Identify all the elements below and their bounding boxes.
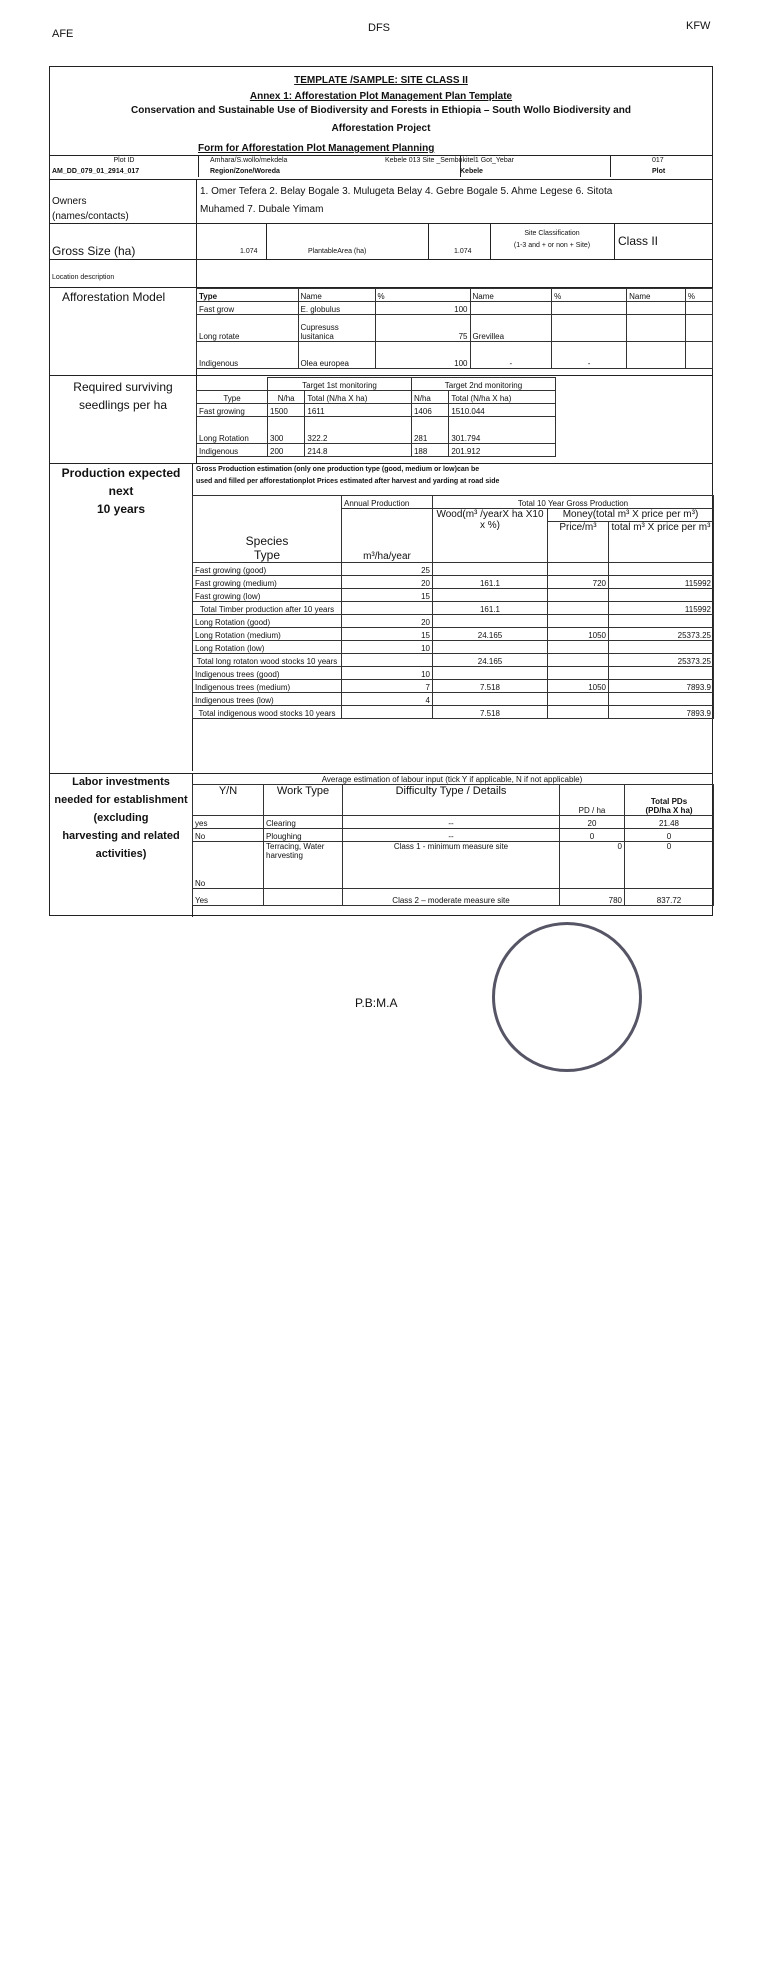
plantable-area-value: 1.074 [454,248,472,255]
production-price [548,641,609,654]
footer-initials: P.B:M.A [355,996,398,1010]
production-label-2: next [108,484,134,498]
production-species: Fast growing (medium) [193,576,342,589]
production-species: Long Rotation (low) [193,641,342,654]
difficulty-header: Difficulty Type / Details [343,785,560,816]
afforestation-pct-3 [685,315,712,342]
labor-note: Average estimation of labour input (tick Y if applicable, N if not applicable) [321,775,583,784]
header-type: Type [197,289,299,302]
production-total: 115992 [609,602,714,615]
location-label: Location description [52,274,115,281]
production-wood: 24.165 [433,628,548,641]
labor-work-type [264,889,343,906]
header-name-3: Name [627,289,686,302]
seedling-t2: 301.794 [449,417,556,444]
labor-label-4: harvesting and related [62,830,180,842]
afforestation-type: Indigenous [197,342,299,369]
seedling-n2: 188 [411,444,448,457]
yn-header: Y/N [193,785,264,816]
afforestation-species-2: - [470,342,552,369]
labor-yn: No [193,829,264,842]
production-annual [342,602,433,615]
labor-pd: 0 [560,842,625,889]
table-row [193,602,714,615]
production-wood: 24.165 [433,654,548,667]
afforestation-pct: 100 [375,302,470,315]
production-price [548,667,609,680]
production-note-1: Gross Production estimation (only one production type (good, medium or low)can be [196,466,480,473]
table-row [197,315,713,342]
production-total: 7893.9 [609,680,714,693]
header-type: Type [197,391,268,404]
production-wood: 161.1 [433,602,548,615]
region-label: Region/Zone/Woreda [210,168,280,175]
corner-right-label: KFW [686,20,711,32]
production-total: 115992 [609,576,714,589]
production-total [609,615,714,628]
template-title: TEMPLATE /SAMPLE: SITE CLASS II [294,75,468,86]
total-pd-header-1: Total PDs [650,797,688,806]
production-species: Indigenous trees (low) [193,693,342,706]
production-annual: 15 [342,628,433,641]
labor-label-5: activities) [95,848,147,860]
production-wood [433,693,548,706]
seedling-n1: 200 [268,444,305,457]
production-annual: 25 [342,563,433,576]
header-total: Total (N/ha X ha) [305,391,412,404]
plot-row [50,155,712,177]
production-price: 1050 [548,628,609,641]
labor-label-2: needed for establishment [54,794,188,806]
table-row [193,628,714,641]
production-wood: 161.1 [433,576,548,589]
official-stamp [492,922,642,1072]
seedlings-label-1: Required surviving [73,380,173,394]
table-row [193,576,714,589]
production-total: 7893.9 [609,706,714,719]
region-value: Amhara/S.wollo/mekdela [210,157,288,164]
production-price [548,602,609,615]
total-pd-header-2: (PD/ha X ha) [645,806,693,815]
production-price [548,563,609,576]
header-n-ha-2: N/ha [411,391,448,404]
plantable-area-label: PlantableArea (ha) [308,248,367,255]
seedling-n2: 281 [411,417,448,444]
production-price [548,589,609,602]
seedling-t2: 201.912 [449,444,556,457]
money-header: Money(total m³ X price per m³) [548,509,714,522]
production-annual: 10 [342,641,433,654]
production-total [609,667,714,680]
production-species: Long Rotation (medium) [193,628,342,641]
production-species: Fast growing (good) [193,563,342,576]
owners-label-2: (names/contacts) [52,211,129,222]
header-pct-2: % [552,289,627,302]
production-wood [433,667,548,680]
table-row [197,417,556,444]
production-wood: 7.518 [433,706,548,719]
site-class-label-2: (1-3 and + or non + Site) [513,242,591,249]
total-price-header: total m³ X price per m³ [609,522,714,563]
wood-header: Wood(m³ /yearX ha X10 x %) [433,509,548,563]
production-price [548,654,609,667]
table-row [193,680,714,693]
plot-label: Plot [652,168,666,175]
production-label-1: Production expected [61,466,181,480]
production-annual: 20 [342,615,433,628]
labor-work-type: Clearing [264,816,343,829]
afforestation-pct: 75 [375,315,470,342]
afforestation-pct-2 [552,315,627,342]
owners-label-1: Owners [52,196,87,207]
table-row [197,444,556,457]
project-line-2: Afforestation Project [331,123,431,134]
labor-total: 837.72 [625,889,714,906]
labor-label-1: Labor investments [72,776,170,788]
table-row [193,842,714,889]
table-row [193,654,714,667]
project-line-1: Conservation and Sustainable Use of Biodiversity and Forests in Ethiopia – South Wollo Biodiversity and [131,105,631,116]
gross-size-value: 1.074 [240,248,258,255]
gross-size-label: Gross Size (ha) [52,244,136,258]
production-species: Total long rotaton wood stocks 10 years [193,654,342,667]
labor-pd: 780 [560,889,625,906]
form-frame [49,66,713,916]
seedlings-label-2: seedlings per ha [78,398,168,412]
header-total-2: Total (N/ha X ha) [449,391,556,404]
table-row [193,829,714,842]
production-species: Fast growing (low) [193,589,342,602]
species-header-1: Species [245,534,289,548]
total-pd-header [625,785,714,816]
production-label-3: 10 years [96,502,146,516]
production-wood [433,589,548,602]
afforestation-species-3 [627,302,686,315]
species-header-2: Type [253,548,280,562]
afforestation-pct: 100 [375,342,470,369]
production-wood [433,563,548,576]
production-total: 25373.25 [609,628,714,641]
afforestation-species: Olea europea [298,342,375,369]
labor-total: 21.48 [625,816,714,829]
labor-table [192,784,714,906]
production-annual: 7 [342,680,433,693]
production-annual: 4 [342,693,433,706]
production-total [609,641,714,654]
production-total [609,589,714,602]
owners-line-1: 1. Omer Tefera 2. Belay Bogale 3. Mulugeta Belay 4. Gebre Bogale 5. Ahme Legese 6. Sitota [200,186,613,197]
afforestation-species: E. globulus [298,302,375,315]
target-2nd-monitoring: Target 2nd monitoring [411,378,555,391]
plot-id-value: AM_DD_079_01_2914_017 [52,168,140,175]
production-annual: 10 [342,667,433,680]
work-type-header: Work Type [264,785,343,816]
production-table [192,495,714,719]
labor-detail: Class 1 - minimum measure site [343,842,560,889]
table-row [197,302,713,315]
header-name-2: Name [470,289,552,302]
afforestation-model-label: Afforestation Model [62,290,166,304]
price-header: Price/m³ [548,522,609,563]
plot-value: 017 [652,157,664,164]
table-row [197,342,713,369]
production-annual [342,654,433,667]
total-10-year-header: Total 10 Year Gross Production [433,496,714,509]
labor-detail: -- [343,816,560,829]
afforestation-pct-3 [685,342,712,369]
unit-header: m³/ha/year [342,509,433,563]
production-annual [342,706,433,719]
pd-ha-header: PD / ha [560,785,625,816]
table-row [193,589,714,602]
plot-id-label: Plot ID [113,157,135,164]
labor-label-3: (excluding [93,812,149,824]
production-total [609,693,714,706]
owners-line-2: Muhamed 7. Dubale Yimam [200,204,324,215]
production-wood [433,641,548,654]
table-row [193,563,714,576]
labor-detail: Class 2 – moderate measure site [343,889,560,906]
afforestation-species-2: Grevillea [470,315,552,342]
production-species: Total Timber production after 10 years [193,602,342,615]
site-class-value: Class II [618,234,659,248]
production-annual: 15 [342,589,433,602]
seedling-type: Fast growing [197,404,268,417]
production-total [609,563,714,576]
seedling-t2: 1510.044 [449,404,556,417]
afforestation-species: Cupresuss lusitanica [298,315,375,342]
seedling-t1: 322.2 [305,417,412,444]
labor-total: 0 [625,829,714,842]
seedling-type: Indigenous [197,444,268,457]
afforestation-model-table [196,288,713,369]
production-total: 25373.25 [609,654,714,667]
production-price [548,706,609,719]
target-1st-monitoring: Target 1st monitoring [268,378,412,391]
production-price: 720 [548,576,609,589]
seedlings-header-row [197,391,556,404]
production-wood: 7.518 [433,680,548,693]
seedling-type: Long Rotation [197,417,268,444]
afforestation-type: Fast grow [197,302,299,315]
table-row [193,816,714,829]
table-row [197,404,556,417]
seedlings-table [196,377,556,457]
labor-work-type: Terracing, Water harvesting [264,842,343,889]
afforestation-pct-2 [552,302,627,315]
seedling-n1: 300 [268,417,305,444]
labor-pd: 20 [560,816,625,829]
labor-yn: No [193,842,264,889]
header-n-ha: N/ha [268,391,305,404]
production-price: 1050 [548,680,609,693]
kebele-label: Kebele [460,168,483,175]
annex-title: Annex 1: Afforestation Plot Management Plan Template [249,91,513,102]
seedling-n1: 1500 [268,404,305,417]
production-price [548,693,609,706]
labor-pd: 0 [560,829,625,842]
form-title: Form for Afforestation Plot Management Planning [198,143,435,154]
production-species: Indigenous trees (good) [193,667,342,680]
production-species: Total indigenous wood stocks 10 years [193,706,342,719]
table-row [193,667,714,680]
afforestation-pct-2: - [552,342,627,369]
production-species: Long Rotation (good) [193,615,342,628]
table-row [193,889,714,906]
labor-detail: -- [343,829,560,842]
kebele-value: Kebele 013 Site _Sembokitel1 Got_Yebar [385,157,514,164]
table-row [193,693,714,706]
afforestation-species-3 [627,342,686,369]
seedling-t1: 1611 [305,404,412,417]
seedling-t1: 214.8 [305,444,412,457]
production-species: Indigenous trees (medium) [193,680,342,693]
labor-work-type: Ploughing [264,829,343,842]
afforestation-type: Long rotate [197,315,299,342]
labor-total: 0 [625,842,714,889]
seedling-n2: 1406 [411,404,448,417]
corner-left-label: AFE [52,28,74,40]
afforestation-header-row [197,289,713,302]
production-price [548,615,609,628]
header-name: Name [298,289,375,302]
header-pct: % [375,289,470,302]
labor-yn: yes [193,816,264,829]
location-row [50,259,712,287]
gross-size-row [50,223,712,259]
table-row [193,641,714,654]
table-row [193,615,714,628]
corner-center-label: DFS [368,22,390,34]
production-annual: 20 [342,576,433,589]
table-row [193,706,714,719]
afforestation-species-2 [470,302,552,315]
site-class-label-1: Site Classification [524,230,580,237]
production-note-2: used and filled per afforestationplot Prices estimated after harvest and yarding at road side [196,478,500,485]
species-type-header [193,496,342,563]
owners-row [50,179,712,227]
afforestation-pct-3 [685,302,712,315]
afforestation-species-3 [627,315,686,342]
labor-yn: Yes [193,889,264,906]
header-pct-3: % [685,289,712,302]
annual-production-header: Annual Production [342,496,433,509]
production-wood [433,615,548,628]
